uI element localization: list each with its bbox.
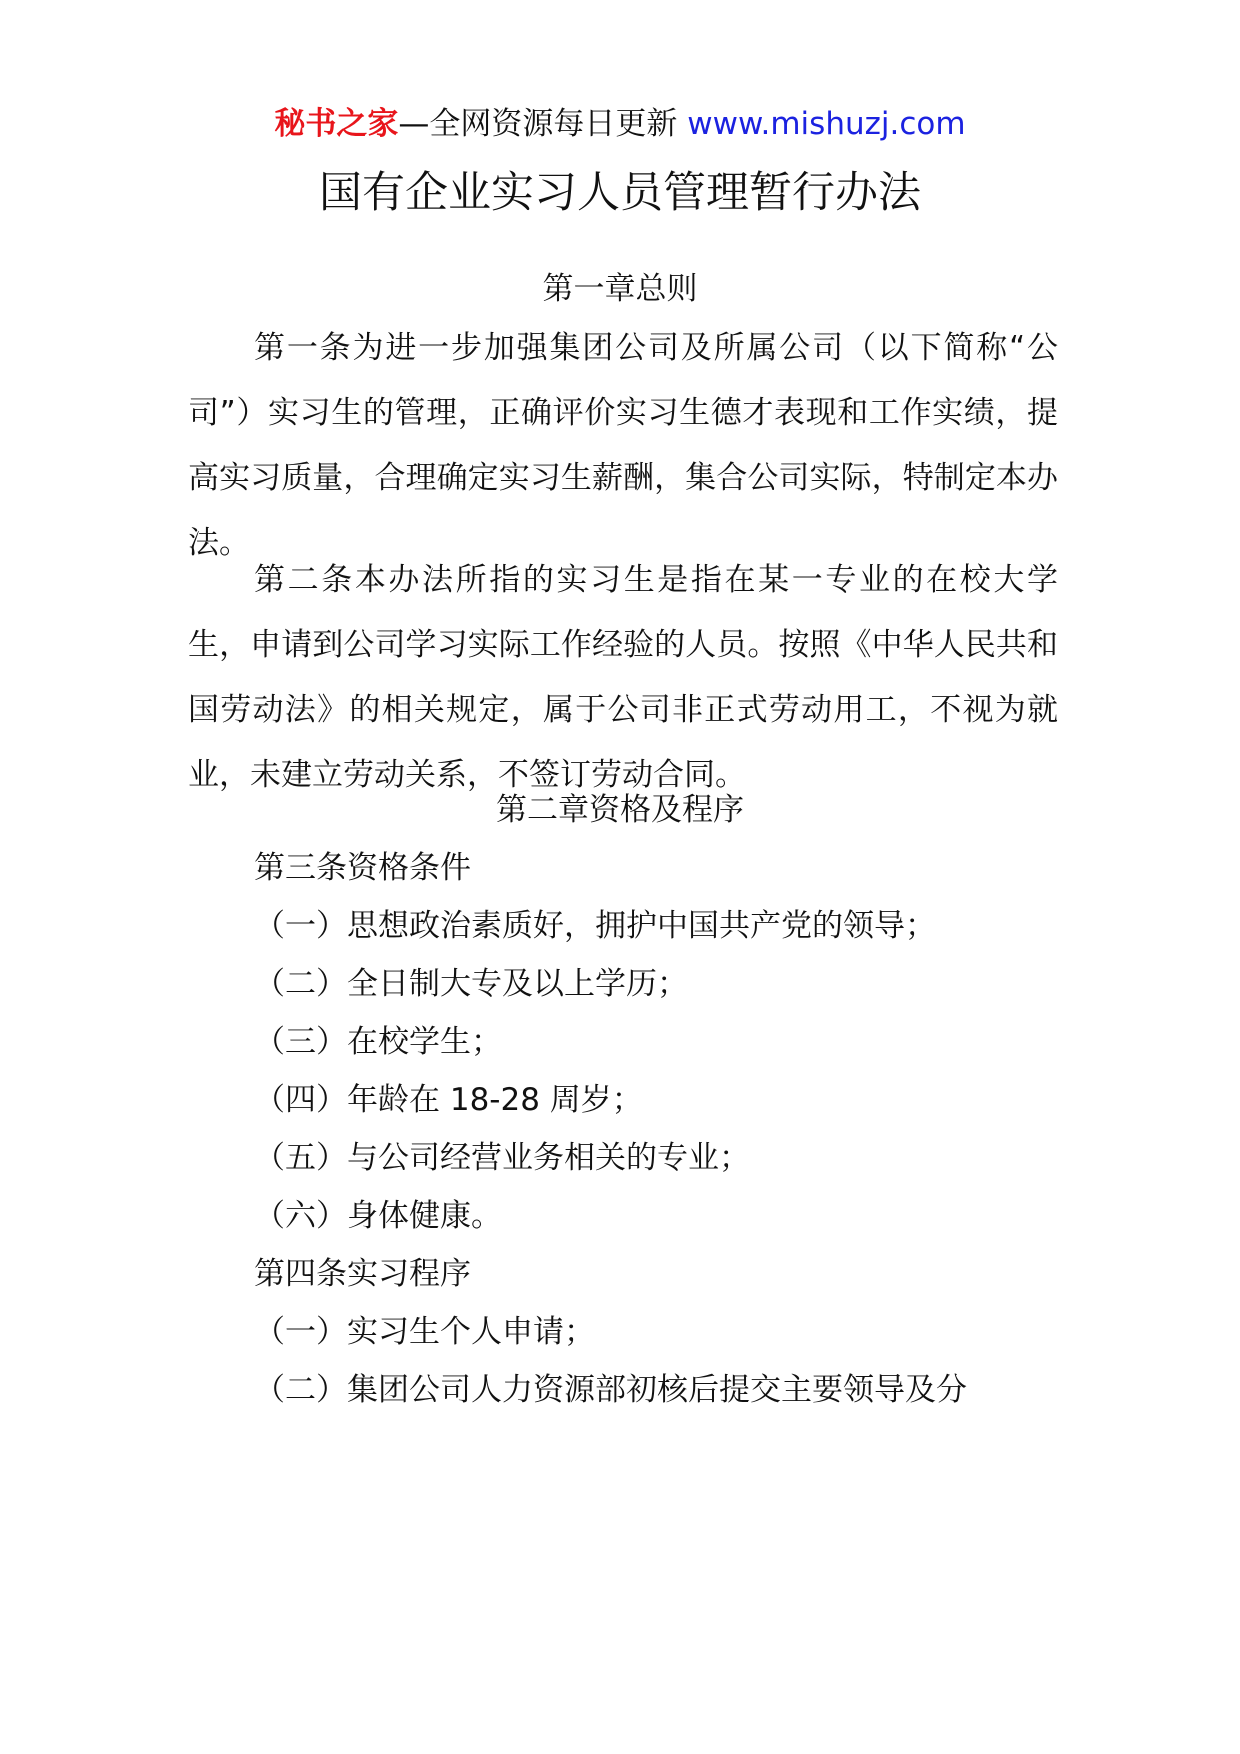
site-header — [0, 104, 1240, 144]
list-item: （三）在校学生； — [254, 1024, 502, 1060]
article-3-title: 第三条资格条件 — [254, 850, 471, 886]
article-4-title: 第四条实习程序 — [254, 1256, 471, 1292]
chapter-1-heading: 第一章总则 — [542, 271, 698, 307]
article-1-paragraph: 第一条为进一步加强集团公司及所属公司（以下简称“公司”）实习生的管理，正确评价实习生德才表现和工作实绩，提高实习质量，合理确定实习生薪酬，集合公司实际，特制定本办法。 — [188, 330, 1058, 561]
site-url-link[interactable]: www.mishuzj.com — [687, 106, 966, 142]
list-item: （一）实习生个人申请； — [254, 1314, 595, 1350]
list-item: （四）年龄在 18-28 周岁； — [254, 1082, 643, 1118]
list-item: （一）思想政治素质好，拥护中国共产党的领导； — [254, 908, 936, 944]
chapter-2-heading: 第二章资格及程序 — [496, 792, 744, 828]
brand-name: 秘书之家 — [274, 106, 399, 142]
list-item: （二）全日制大专及以上学历； — [254, 966, 688, 1002]
list-item: （五）与公司经营业务相关的专业； — [254, 1140, 750, 1176]
document-title: 国有企业实习人员管理暂行办法 — [319, 168, 921, 218]
header-slogan: —全网资源每日更新 — [398, 106, 678, 142]
article-2-paragraph: 第二条本办法所指的实习生是指在某一专业的在校大学生，申请到公司学习实际工作经验的人员。按照《中华人民共和国劳动法》的相关规定，属于公司非正式劳动用工，不视为就业，未建立劳动关系，不签订劳动合同。 — [188, 562, 1058, 793]
list-item: （二）集团公司人力资源部初核后提交主要领导及分 — [254, 1372, 967, 1408]
list-item: （六）身体健康。 — [254, 1198, 502, 1234]
